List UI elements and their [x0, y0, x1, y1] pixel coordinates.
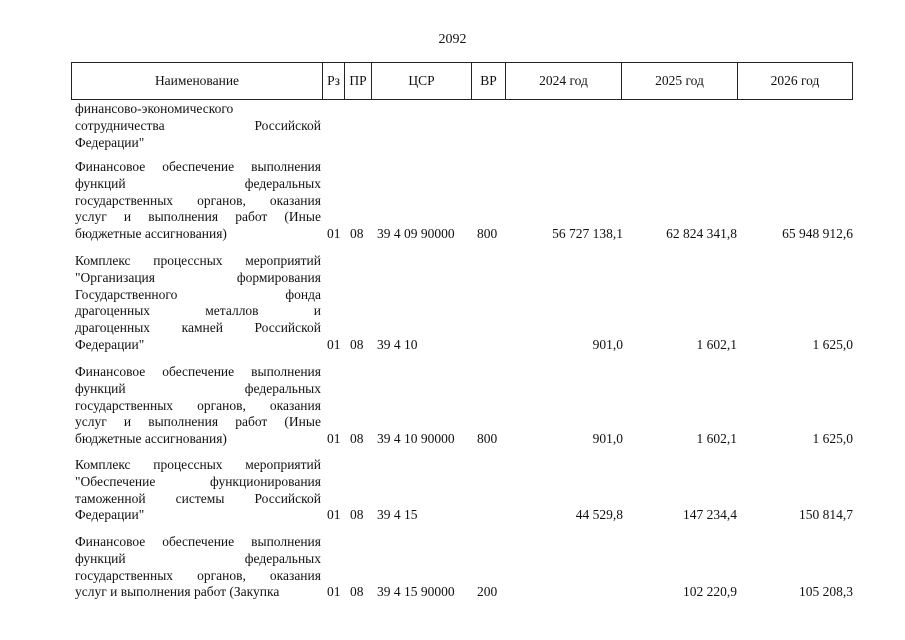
row-name-line: "Организация формирования [75, 269, 321, 285]
row-name-line: государственных органов, оказания [75, 567, 321, 583]
row-value-2025: 102 220,9 [683, 584, 737, 600]
header-rz: Рз [323, 63, 345, 99]
row-name-line: государственных органов, оказания [75, 397, 321, 413]
row-vr: 800 [477, 226, 498, 242]
row-pr: 08 [350, 431, 364, 447]
row-rz: 01 [327, 431, 341, 447]
row-pr: 08 [350, 337, 364, 352]
row-csr: 39 4 15 90000 [377, 584, 455, 600]
row-name-line: Федерации" [75, 507, 145, 523]
row-value-2024: 901,0 [592, 431, 623, 447]
row-name-line: Комплекс процессных мероприятий [75, 457, 321, 472]
row-name-line: финансово-экономического [75, 101, 234, 116]
header-csr: ЦСР [372, 63, 472, 99]
row-csr: 39 4 15 [377, 507, 418, 523]
row-name-line: услуг и выполнения работ (Иные [75, 209, 321, 225]
row-value-2025: 1 602,1 [696, 431, 737, 447]
row-rz: 01 [327, 226, 341, 242]
row-name-line: Государственного фонда [75, 286, 321, 302]
row-value-2026: 105 208,3 [799, 584, 853, 600]
header-2026: 2026 год [770, 73, 820, 88]
row-value-2025: 62 824 341,8 [666, 226, 737, 242]
row-rz: 01 [327, 337, 341, 352]
row-csr: 39 4 10 [377, 337, 418, 352]
row-value-2025: 147 234,4 [683, 507, 737, 523]
row-name-line: Федерации" [75, 336, 145, 352]
row-name-line: функций федеральных [75, 550, 321, 566]
row-name-line: государственных органов, оказания [75, 192, 321, 208]
row-name-line: бюджетные ассигнования) [75, 226, 227, 242]
row-name-line: Финансовое обеспечение выполнения [75, 159, 321, 174]
row-name-line: Комплекс процессных мероприятий [75, 253, 321, 268]
row-name [75, 457, 321, 524]
row-value-2024: 901,0 [592, 337, 623, 352]
row-name-line: таможенной системы Российской [75, 490, 321, 506]
page-number: 2092 [438, 32, 467, 47]
row-value-2026: 1 625,0 [812, 431, 853, 447]
header-vr: ВР [472, 63, 506, 99]
row-name-line: Финансовое обеспечение выполнения [75, 534, 321, 549]
row-value-2024: 56 727 138,1 [552, 226, 623, 242]
row-name [75, 253, 321, 354]
row-pr: 08 [350, 226, 364, 242]
row-rz: 01 [327, 507, 341, 523]
header-2024: 2024 год [506, 63, 622, 99]
row-name-line: Финансовое обеспечение выполнения [75, 364, 321, 379]
row-csr: 39 4 09 90000 [377, 226, 455, 242]
row-name-line: услуг и выполнения работ (Иные [75, 414, 321, 430]
row-value-2024: 44 529,8 [575, 507, 623, 523]
row-name-line: бюджетные ассигнования) [75, 431, 227, 447]
row-name [75, 364, 321, 448]
row-name-line: функций федеральных [75, 175, 321, 191]
row-pr: 08 [350, 507, 364, 523]
row-name [75, 159, 321, 243]
row-vr: 800 [477, 431, 498, 447]
row-name-line: "Обеспечение функционирования [75, 473, 321, 489]
row-name-line: Федерации" [75, 134, 145, 150]
table-header [71, 62, 853, 100]
row-vr: 200 [477, 584, 498, 600]
row-name-line: драгоценных металлов и [75, 303, 321, 319]
row-name-line: сотрудничества Российской [75, 117, 321, 133]
header-pr: ПР [345, 63, 372, 99]
header-name: Наименование [72, 63, 323, 99]
row-name-line: функций федеральных [75, 380, 321, 396]
row-name [75, 101, 321, 151]
row-name [75, 534, 321, 601]
row-value-2025: 1 602,1 [696, 337, 737, 352]
row-value-2026: 1 625,0 [812, 337, 853, 352]
row-name-line: драгоценных камней Российской [75, 320, 321, 336]
row-value-2026: 150 814,7 [799, 507, 853, 523]
row-value-2026: 65 948 912,6 [782, 226, 853, 242]
header-2025: 2025 год [622, 63, 738, 99]
row-pr: 08 [350, 584, 364, 600]
row-csr: 39 4 10 90000 [377, 431, 455, 447]
row-rz: 01 [327, 584, 341, 600]
row-name-line: услуг и выполнения работ (Закупка [75, 584, 280, 600]
